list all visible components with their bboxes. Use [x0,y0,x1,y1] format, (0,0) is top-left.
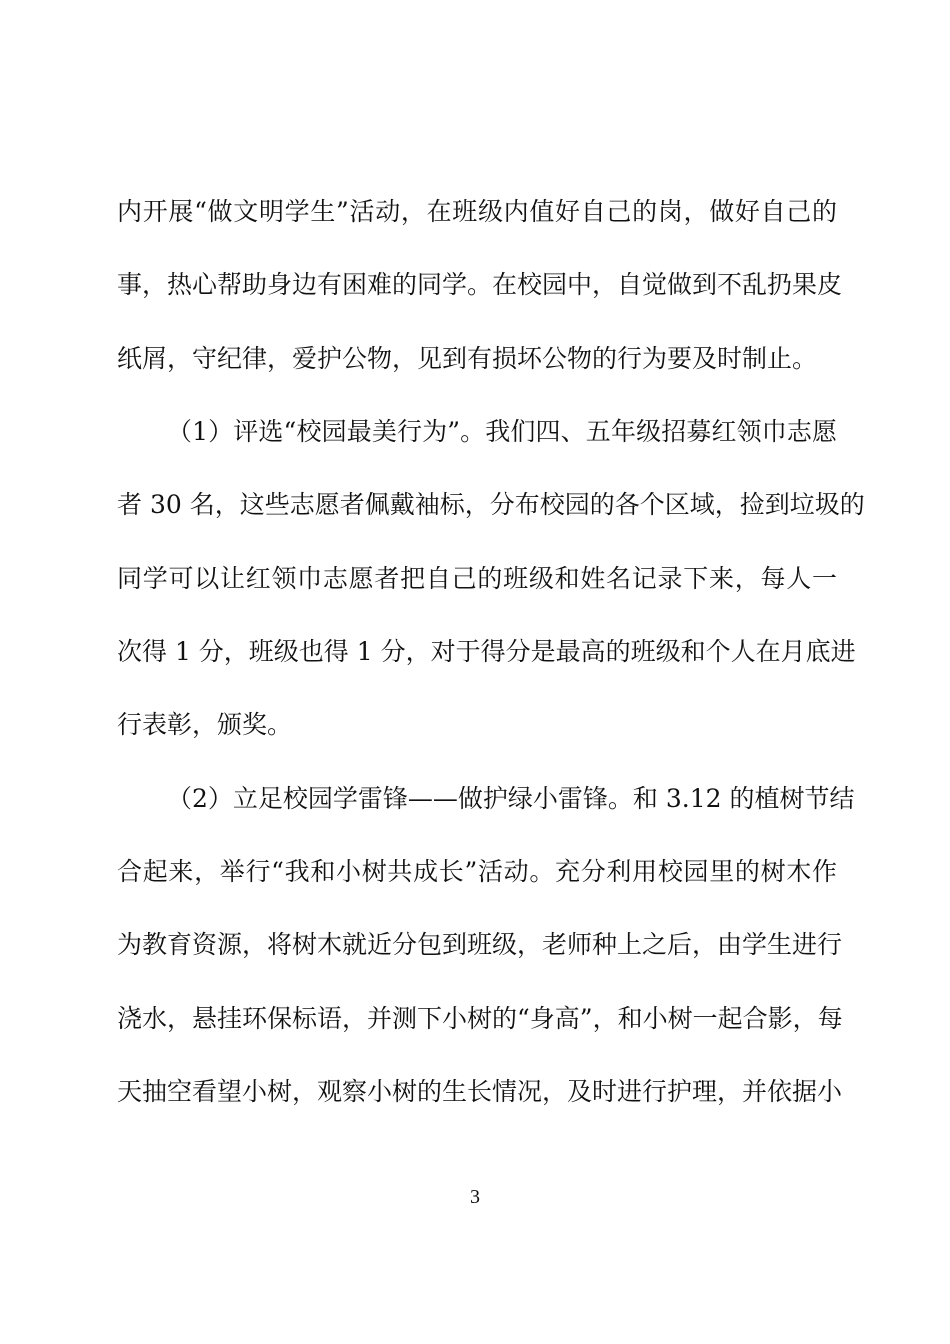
body-text-line: 天抽空看望小树，观察小树的生长情况，及时进行护理，并依据小 [117,1077,843,1106]
body-text-line: 事，热心帮助身边有困难的同学。在校园中，自觉做到不乱扔果皮 [117,270,843,299]
body-text-line: 者 30 名，这些志愿者佩戴袖标，分布校园的各个区域，捡到垃圾的 [117,490,865,519]
body-text-line: 内开展“做文明学生”活动，在班级内值好自己的岗，做好自己的 [117,197,837,226]
body-text-line: 浇水，悬挂环保标语，并测下小树的“身高”，和小树一起合影，每 [117,1004,843,1033]
paragraph-1-heading-line: （1）评选“校园最美行为”。我们四、五年级招募红领巾志愿 [167,417,837,446]
body-text-line: 行表彰，颁奖。 [117,710,293,739]
body-text-line: 合起来，举行“我和小树共成长”活动。充分利用校园里的树木作 [117,857,837,886]
page-number: 3 [470,1186,480,1208]
paragraph-2-heading-line: （2）立足校园学雷锋——做护绿小雷锋。和 3.12 的植树节结 [167,784,855,813]
body-text-line: 为教育资源，将树木就近分包到班级，老师种上之后，由学生进行 [117,930,843,959]
body-text-line: 次得 1 分，班级也得 1 分，对于得分是最高的班级和个人在月底进 [117,637,856,666]
body-text-line: 同学可以让红领巾志愿者把自己的班级和姓名记录下来，每人一 [117,564,837,593]
body-text-line: 纸屑，守纪律，爱护公物，见到有损坏公物的行为要及时制止。 [117,344,818,373]
